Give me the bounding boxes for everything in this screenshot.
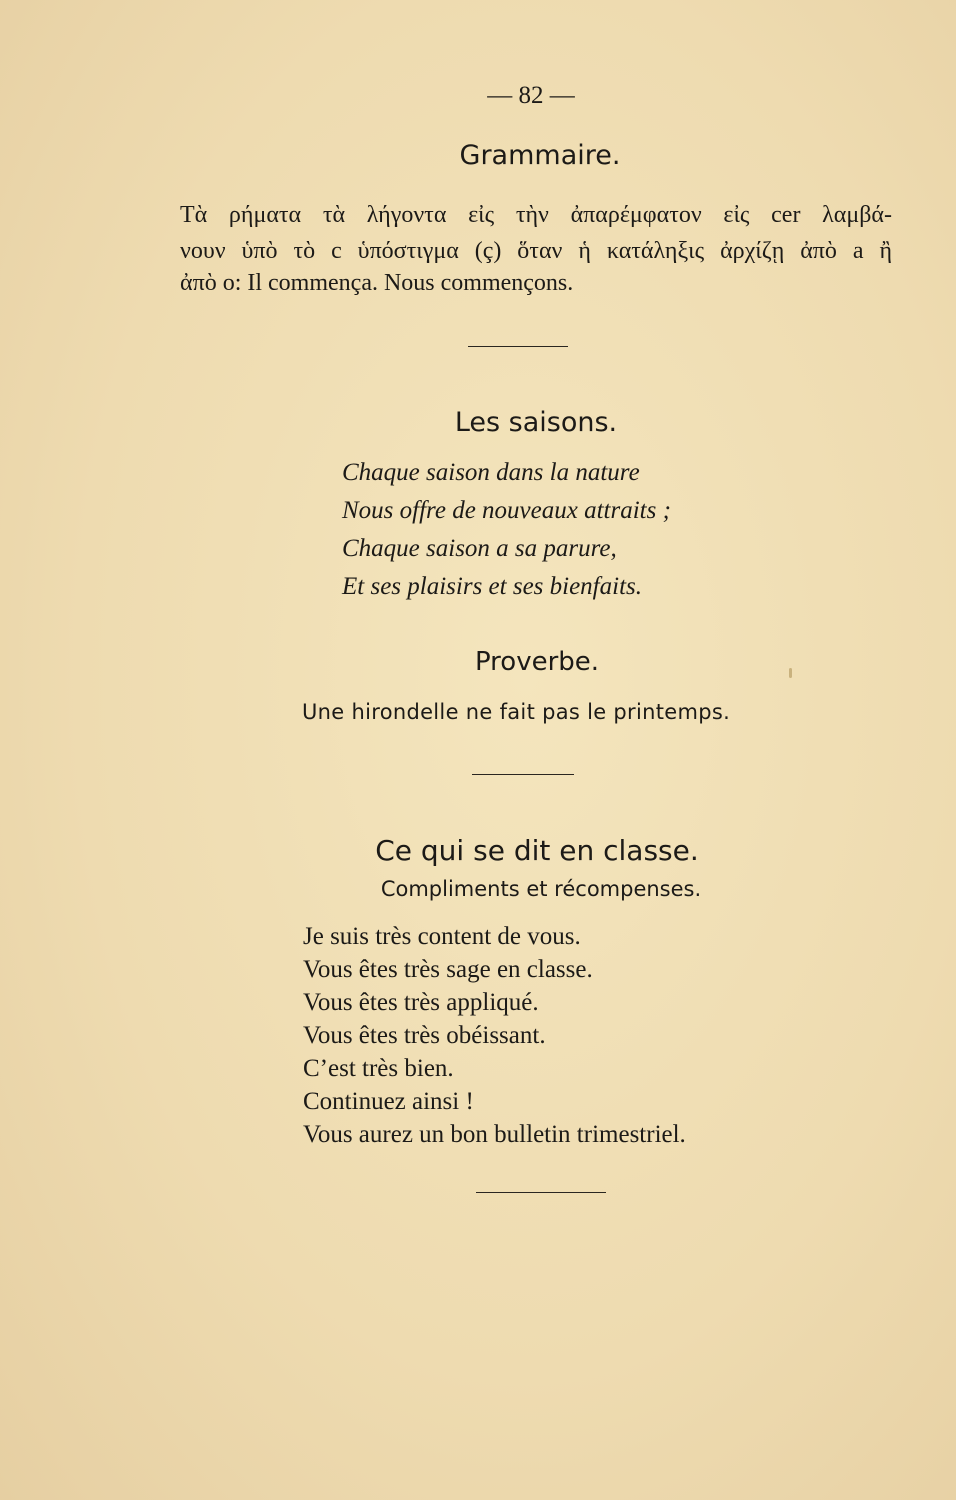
paper-speck — [789, 668, 792, 678]
section-title-classe: Ce qui se dit en classe. — [375, 834, 699, 867]
classroom-phrase-7: Vous aurez un bon bulletin trimestriel. — [303, 1121, 686, 1148]
proverb-text: Une hirondelle ne fait pas le printemps. — [302, 700, 731, 724]
section-subtitle-classe: Compliments et récompenses. — [380, 877, 702, 901]
grammar-line-2: νουν ὑπὸ τὸ c ὑπόστιγμα (ç) ὅταν ἡ κατάληξις ἀρχίζῃ ἀπὸ a ἢ — [180, 238, 892, 264]
grammar-line-3: ἀπὸ o: Il commença. Nous commençons. — [180, 270, 574, 296]
page-number: — 82 — — [487, 82, 575, 109]
poem-line-3: Chaque saison a sa parure, — [342, 535, 617, 562]
classroom-phrase-6: Continuez ainsi ! — [303, 1088, 474, 1115]
poem-line-2: Nous offre de nouveaux attraits ; — [342, 497, 671, 524]
classroom-phrase-2: Vous êtes très sage en classe. — [303, 956, 593, 983]
poem-line-1: Chaque saison dans la nature — [342, 459, 640, 486]
section-divider — [476, 1192, 606, 1193]
section-title-grammaire: Grammaire. — [459, 140, 621, 171]
section-title-saisons: Les saisons. — [454, 407, 618, 438]
section-title-proverbe: Proverbe. — [474, 647, 600, 677]
grammar-line-1: Τὰ ρήματα τὰ λήγοντα εἰς τὴν ἀπαρέμφατον εἰς cer λαμβά- — [180, 202, 892, 228]
section-divider — [468, 346, 568, 347]
classroom-phrase-3: Vous êtes très appliqué. — [303, 989, 539, 1016]
poem-line-4: Et ses plaisirs et ses bienfaits. — [342, 573, 642, 600]
classroom-phrase-4: Vous êtes très obéissant. — [303, 1022, 546, 1049]
classroom-phrase-1: Je suis très content de vous. — [303, 923, 581, 950]
section-divider — [472, 774, 574, 775]
classroom-phrase-5: C’est très bien. — [303, 1055, 454, 1082]
